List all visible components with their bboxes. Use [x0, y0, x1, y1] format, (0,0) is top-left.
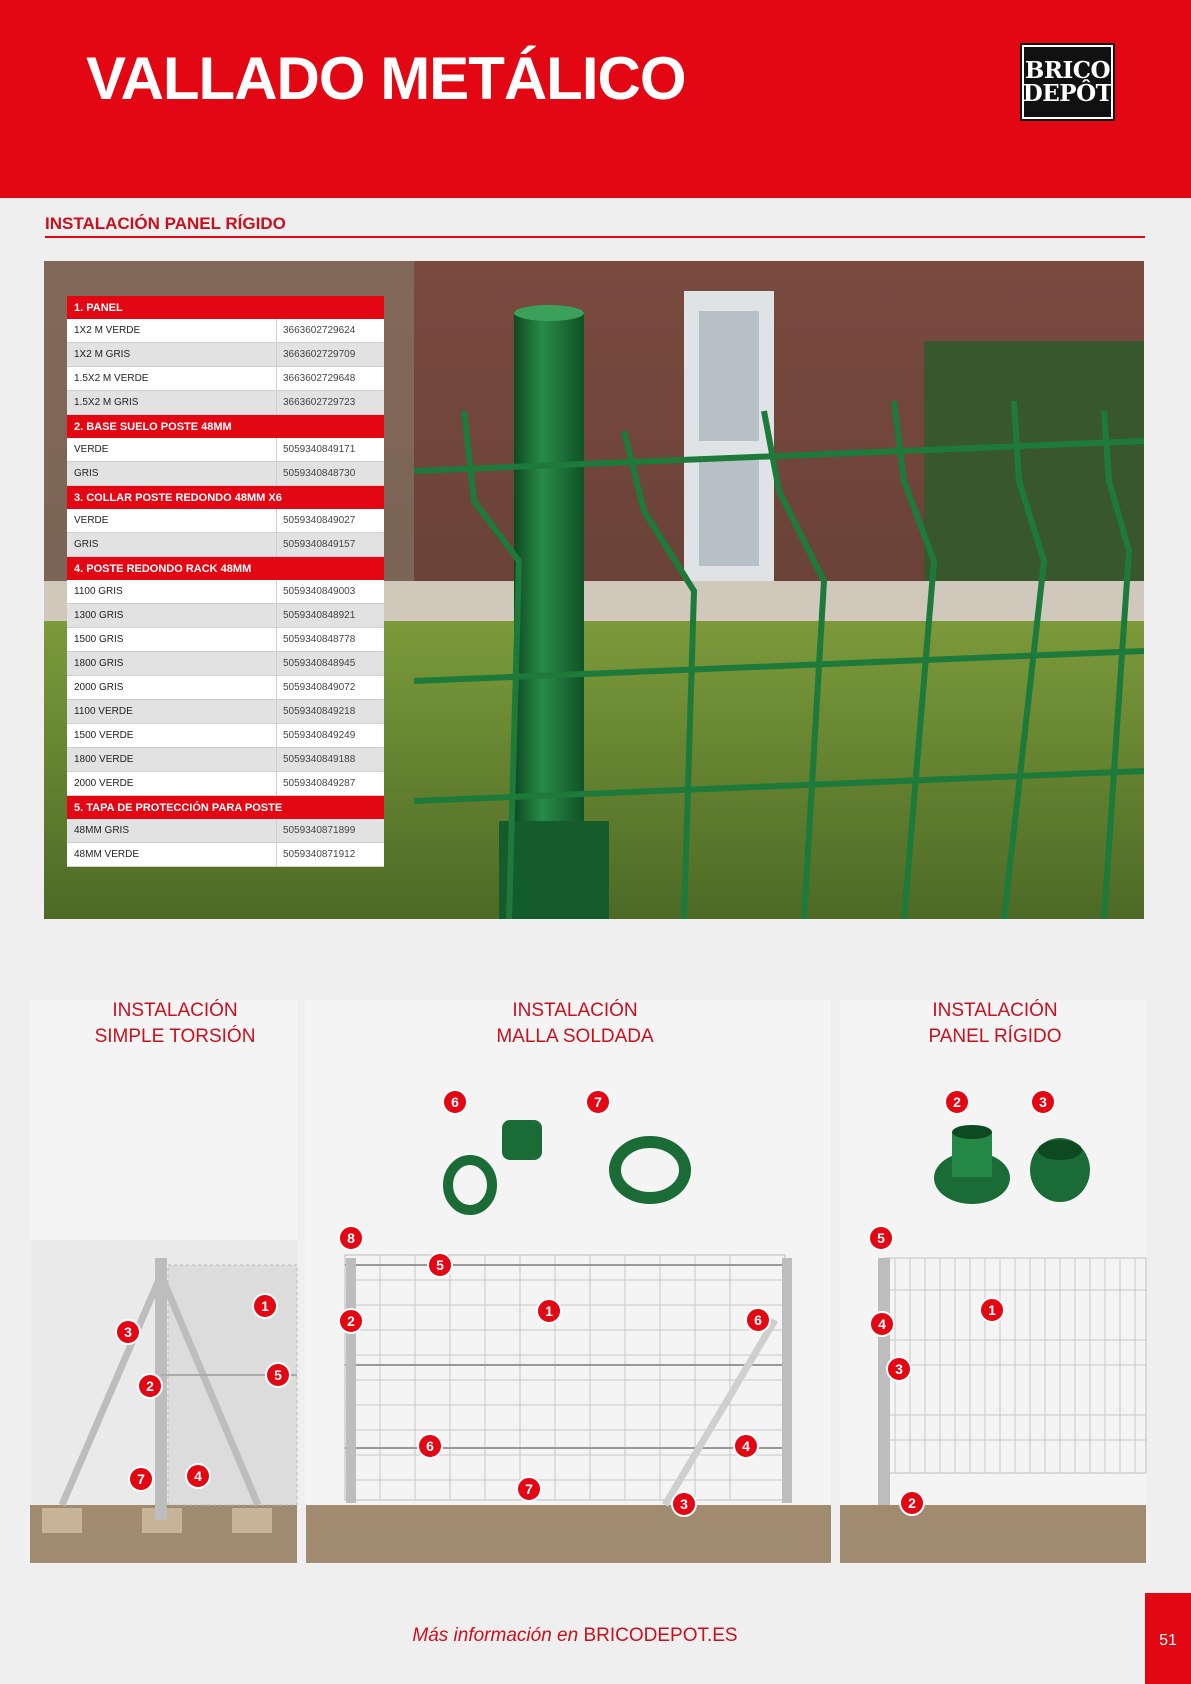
product-ean: 5059340849188 — [276, 748, 384, 771]
product-variant: 1.5X2 M VERDE — [74, 373, 149, 384]
malla-soldada-drawing — [306, 1255, 831, 1563]
svg-text:2: 2 — [953, 1094, 961, 1110]
callout-marker — [869, 1226, 893, 1250]
product-variant: VERDE — [74, 515, 109, 526]
clamp-6-image — [448, 1120, 542, 1210]
product-ean: 5059340849072 — [276, 676, 384, 699]
callout-marker — [537, 1299, 561, 1323]
page-title: VALLADO METÁLICO — [86, 45, 686, 112]
product-ean: 5059340871912 — [276, 843, 384, 866]
svg-text:7: 7 — [525, 1481, 533, 1497]
panel-simple-title: INSTALACIÓN SIMPLE TORSIÓN — [94, 1000, 256, 1047]
callout-marker — [339, 1226, 363, 1250]
product-variant: 1800 VERDE — [74, 754, 134, 765]
svg-text:3: 3 — [1039, 1094, 1047, 1110]
table-group-heading: 1. PANEL — [67, 296, 384, 319]
collar-3-image — [1030, 1138, 1090, 1202]
panel-malla-title: INSTALACIÓN MALLA SOLDADA — [496, 1000, 654, 1047]
product-ean: 5059340849157 — [276, 533, 384, 556]
svg-text:5: 5 — [274, 1367, 282, 1383]
product-ean: 5059340871899 — [276, 819, 384, 842]
callout-marker — [418, 1434, 442, 1458]
table-group-heading: 2. BASE SUELO POSTE 48MM — [67, 415, 384, 438]
table-group-heading: 4. POSTE REDONDO RACK 48MM — [67, 557, 384, 580]
section-title: INSTALACIÓN PANEL RÍGIDO — [45, 214, 286, 233]
callout-marker — [980, 1298, 1004, 1322]
callout-marker — [945, 1090, 969, 1114]
table-group-heading: 5. TAPA DE PROTECCIÓN PARA POSTE — [67, 796, 384, 819]
svg-text:7: 7 — [594, 1094, 602, 1110]
svg-text:2: 2 — [347, 1313, 355, 1329]
product-ean: 5059340848945 — [276, 652, 384, 675]
svg-text:1: 1 — [988, 1302, 996, 1318]
callout-marker — [870, 1312, 894, 1336]
product-variant: VERDE — [74, 444, 109, 455]
callout-marker — [672, 1492, 696, 1516]
callout-marker — [887, 1357, 911, 1381]
footer-info: Más información en BRICODEPOT.ES — [412, 1625, 738, 1646]
product-variant: 48MM VERDE — [74, 849, 140, 860]
callout-marker — [129, 1467, 153, 1491]
callout-marker — [900, 1491, 924, 1515]
product-variant: 1X2 M GRIS — [74, 349, 131, 360]
svg-text:3: 3 — [895, 1361, 903, 1377]
callout-marker — [116, 1320, 140, 1344]
svg-text:5: 5 — [436, 1257, 444, 1273]
logo-top-text: BRICO — [1024, 57, 1111, 84]
svg-text:2: 2 — [146, 1378, 154, 1394]
table-group-heading: 3. COLLAR POSTE REDONDO 48MM X6 — [67, 486, 384, 509]
product-variant: 1100 VERDE — [74, 706, 133, 717]
product-variant: 1X2 M VERDE — [74, 325, 141, 336]
svg-text:6: 6 — [754, 1312, 762, 1328]
callout-marker — [428, 1253, 452, 1277]
panel-rigido-title: INSTALACIÓN PANEL RÍGIDO — [928, 1000, 1062, 1047]
svg-text:2: 2 — [908, 1495, 916, 1511]
product-variant: 1500 VERDE — [74, 730, 134, 741]
product-ean: 5059340848921 — [276, 604, 384, 627]
product-variant: 1100 GRIS — [74, 586, 123, 597]
product-ean: 5059340849027 — [276, 509, 384, 532]
clamp-7-image — [615, 1142, 685, 1198]
base-2-image — [934, 1125, 1010, 1204]
svg-text:6: 6 — [426, 1438, 434, 1454]
footer-site-link[interactable]: BRICODEPOT.ES — [583, 1625, 738, 1646]
product-ean: 3663602729709 — [276, 343, 384, 366]
product-ean: 3663602729648 — [276, 367, 384, 390]
product-variant: 1300 GRIS — [74, 610, 124, 621]
product-ean: 5059340849287 — [276, 772, 384, 795]
product-ean: 5059340849249 — [276, 724, 384, 747]
callout-marker — [339, 1309, 363, 1333]
svg-text:4: 4 — [742, 1438, 750, 1454]
callout-marker — [443, 1090, 467, 1114]
product-variant: 2000 VERDE — [74, 778, 134, 789]
svg-text:3: 3 — [124, 1324, 132, 1340]
callout-marker — [266, 1363, 290, 1387]
logo-bottom-text: DEPÔT — [1022, 80, 1113, 107]
product-ean: 5059340848778 — [276, 628, 384, 651]
product-variant: 48MM GRIS — [74, 825, 130, 836]
product-ean: 5059340849003 — [276, 580, 384, 603]
callout-marker — [186, 1464, 210, 1488]
product-variant: 1.5X2 M GRIS — [74, 397, 139, 408]
svg-text:1: 1 — [261, 1298, 269, 1314]
product-variant: 2000 GRIS — [74, 682, 124, 693]
callout-marker — [138, 1374, 162, 1398]
svg-text:5: 5 — [877, 1230, 885, 1246]
callout-marker — [1031, 1090, 1055, 1114]
svg-text:8: 8 — [347, 1230, 355, 1246]
svg-text:4: 4 — [194, 1468, 202, 1484]
callout-marker — [734, 1434, 758, 1458]
product-variant: GRIS — [74, 468, 99, 479]
svg-text:6: 6 — [451, 1094, 459, 1110]
callout-marker — [586, 1090, 610, 1114]
product-variant: GRIS — [74, 539, 99, 550]
svg-text:4: 4 — [878, 1316, 886, 1332]
product-ean: 5059340849218 — [276, 700, 384, 723]
svg-text:3: 3 — [680, 1496, 688, 1512]
svg-text:1: 1 — [545, 1303, 553, 1319]
callout-marker — [517, 1477, 541, 1501]
simple-torsion-drawing — [30, 1240, 297, 1563]
product-ean: 5059340849171 — [276, 438, 384, 461]
callout-marker — [253, 1294, 277, 1318]
product-ean: 3663602729723 — [276, 391, 384, 414]
product-ean: 5059340848730 — [276, 462, 384, 485]
page-number: 51 — [1159, 1632, 1177, 1649]
svg-text:7: 7 — [137, 1471, 145, 1487]
product-ean: 3663602729624 — [276, 319, 384, 342]
callout-marker — [746, 1308, 770, 1332]
product-variant: 1800 GRIS — [74, 658, 124, 669]
product-variant: 1500 GRIS — [74, 634, 124, 645]
